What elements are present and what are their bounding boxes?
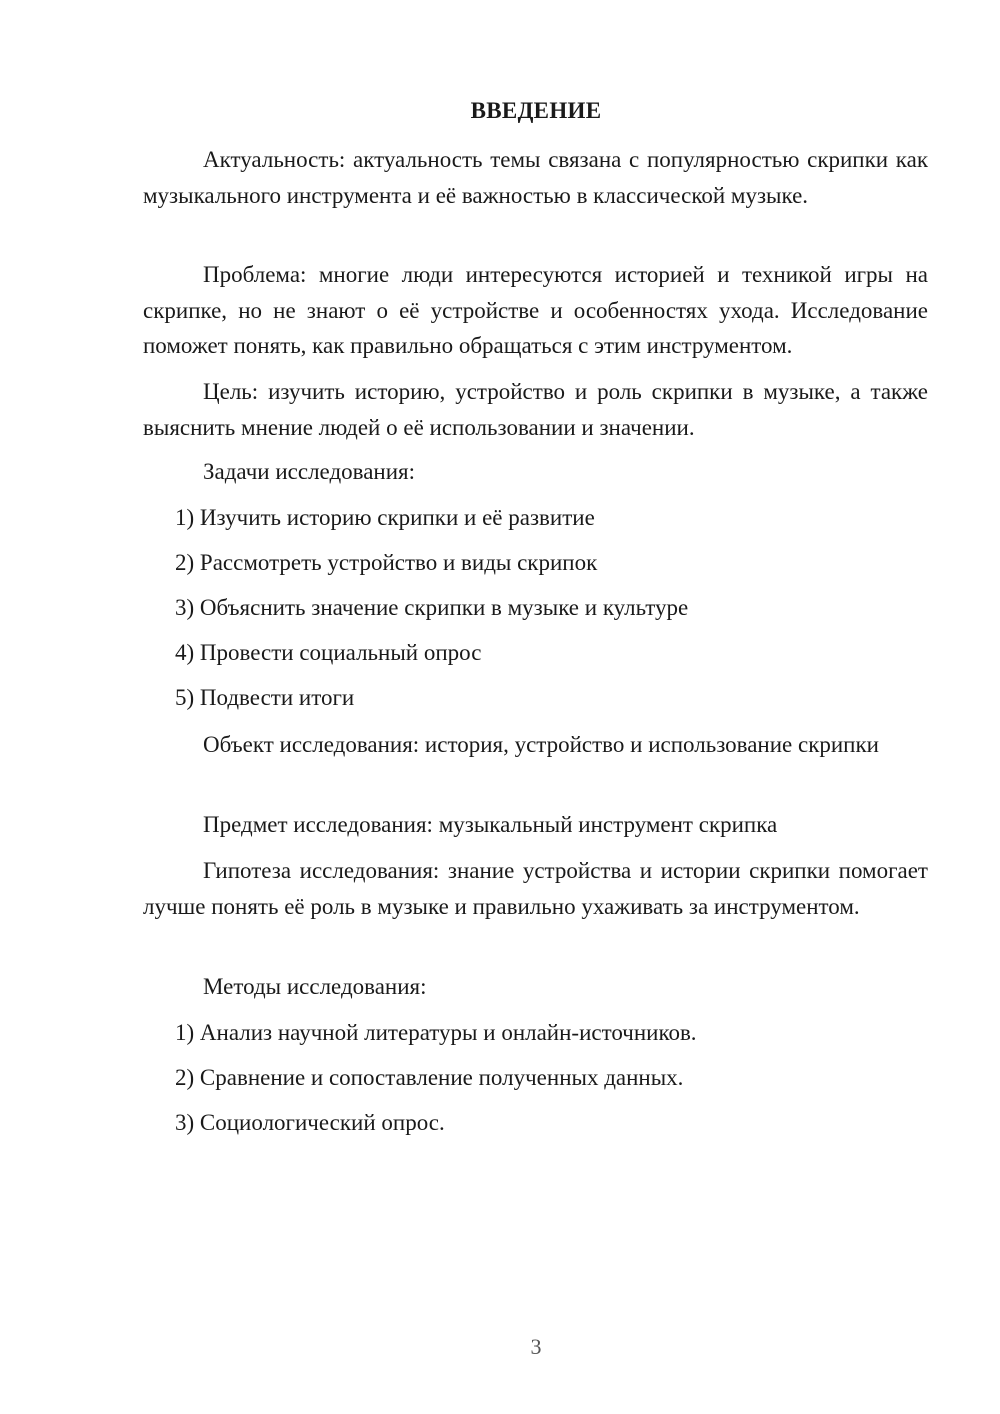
paragraph-problem: Проблема: многие люди интересуются историей и техникой игры на скрипке, но не знают о её устройстве и особенностях ухода. Исследование поможет понять, как правильно обращаться с этим инструментом. [143,262,928,358]
paragraph-subject: Предмет исследования: музыкальный инструмент скрипка [203,812,778,837]
method-item: 1) Анализ научной литературы и онлайн-источников. [175,1020,697,1045]
page-number: 3 [530,1334,542,1359]
tasks-title: Задачи исследования: [203,459,416,484]
task-item: 1) Изучить историю скрипки и её развитие [175,505,595,530]
task-item: 4) Провести социальный опрос [175,640,482,665]
task-item: 3) Объяснить значение скрипки в музыке и культуре [175,595,689,620]
paragraph-relevance: Актуальность: актуальность темы связана с популярностью скрипки как музыкального инструмента и её важностью в классической музыке. [143,147,928,208]
method-item: 2) Сравнение и сопоставление полученных данных. [175,1065,684,1090]
section-heading: ВВЕДЕНИЕ [470,98,602,123]
method-item: 3) Социологический опрос. [175,1110,445,1135]
paragraph-object: Объект исследования: история, устройство и использование скрипки [203,732,879,757]
task-item: 2) Рассмотреть устройство и виды скрипок [175,550,598,575]
methods-title: Методы исследования: [203,974,427,999]
paragraph-goal: Цель: изучить историю, устройство и роль скрипки в музыке, а также выяснить мнение людей о её использовании и значении. [143,379,928,440]
task-item: 5) Подвести итоги [175,685,355,710]
paragraph-hypothesis: Гипотеза исследования: знание устройства и истории скрипки помогает лучше понять её роль в музыке и правильно ухаживать за инструментом. [143,858,928,919]
